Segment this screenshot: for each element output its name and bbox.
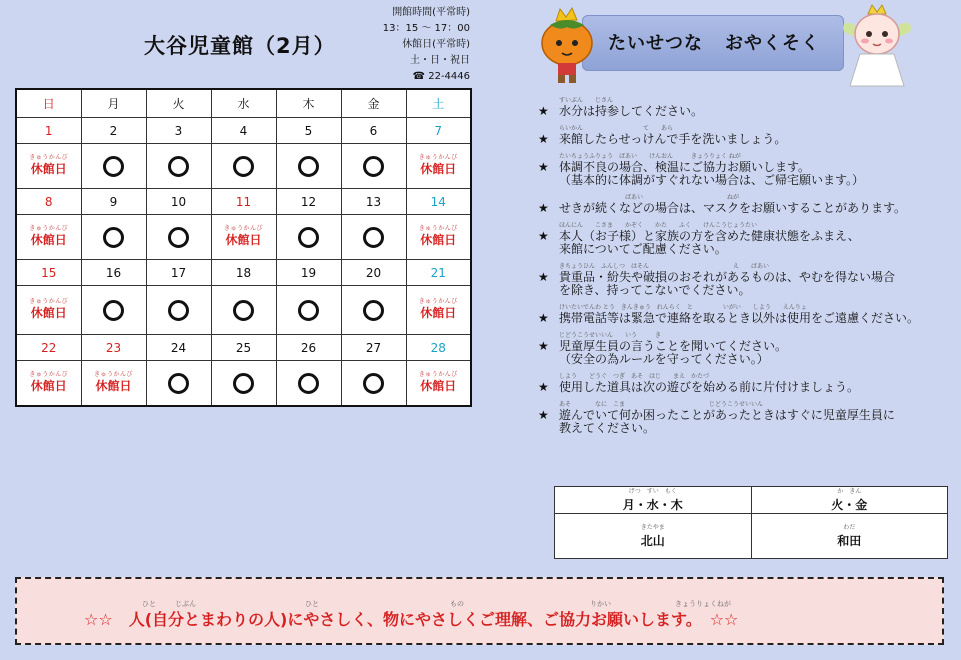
star-icon: ★: [538, 408, 549, 422]
rule-item: [538, 193, 948, 215]
status-cell: [81, 215, 146, 260]
hours-label: 開館時間(平常時): [392, 7, 470, 18]
status-cell: [211, 361, 276, 407]
date-row: [16, 260, 471, 286]
closed-day-label: [419, 226, 458, 246]
opening-info: [368, 5, 470, 69]
circle-open-icon: [233, 156, 254, 177]
status-cell: [16, 361, 81, 407]
circle-open-icon: [103, 300, 124, 321]
status-cell: [341, 144, 406, 189]
circle-open-icon: [233, 300, 254, 321]
rule-item: [538, 221, 948, 256]
ruby-text: きゅうかんび: [418, 154, 458, 161]
status-cell: [81, 286, 146, 335]
date-cell: 15: [16, 260, 81, 286]
status-cell: [406, 286, 471, 335]
closed-day-text: 休館日: [225, 233, 262, 247]
ruby-text: しよう どうぐ つぎ あそ はじ まえ かたづ: [559, 373, 710, 380]
circle-open-icon: [168, 156, 189, 177]
phone-number: ☎ 22-4446: [412, 71, 470, 82]
date-row: [16, 118, 471, 144]
ruby-text: らいかん て あら: [559, 125, 674, 132]
staff-days-1-text: 月・水・木: [622, 498, 683, 512]
ruby-text: きゅうかんび: [29, 298, 69, 305]
rule-item: [538, 152, 948, 187]
ruby-text: わだ: [843, 524, 856, 531]
rule-text: 教えてください。: [559, 421, 656, 435]
status-cell: [211, 215, 276, 260]
star-icon: ★: [538, 201, 549, 215]
date-cell: 23: [81, 335, 146, 361]
closed-day-text: 休館日: [420, 306, 457, 320]
date-cell: 13: [341, 189, 406, 215]
rule-item: [538, 400, 948, 435]
princess-mascot-icon: [838, 2, 916, 88]
staff-names-row: [555, 514, 948, 559]
staff-name-2: [751, 514, 948, 559]
status-cell: [276, 144, 341, 189]
star-icon: ★: [538, 311, 549, 325]
rule-text: （基本的に体調がすぐれない場合は、ご帰宅願います。）: [559, 173, 865, 187]
rule-item: [538, 262, 948, 297]
rule-text: 水分は持参してください。: [559, 104, 704, 118]
status-row: [16, 144, 471, 189]
ruby-text: じぶん: [175, 600, 196, 608]
rule-text: 使用した道具は次の遊びを始める前に片付けましょう。: [559, 380, 860, 394]
star-icon: ★: [538, 339, 549, 353]
staff-days-2-text: 火・金: [831, 498, 868, 512]
ruby-text: ひと: [305, 600, 319, 608]
date-cell: 17: [146, 260, 211, 286]
date-cell: 12: [276, 189, 341, 215]
date-row: [16, 335, 471, 361]
date-cell: 8: [16, 189, 81, 215]
ruby-text: たいちょうふりょう ばあい けんおん きょうりょく ねが: [559, 153, 741, 160]
status-cell: [146, 286, 211, 335]
circle-open-icon: [298, 373, 319, 394]
staff-name-2-text: 和田: [837, 534, 862, 548]
status-cell: [406, 144, 471, 189]
status-cell: [341, 286, 406, 335]
date-cell: 1: [16, 118, 81, 144]
closed-day-text: 休館日: [30, 162, 67, 176]
rule-text: 本人（お子様）と家族の方を含めた健康状態をふまえ、: [559, 229, 860, 243]
closed-day-text: 休館日: [420, 233, 457, 247]
status-cell: [211, 144, 276, 189]
date-cell: 7: [406, 118, 471, 144]
closed-day-label: [29, 155, 68, 175]
date-cell: 18: [211, 260, 276, 286]
ruby-text: あそ なに こま じどうこうせいいん: [559, 401, 764, 408]
circle-open-icon: [363, 156, 384, 177]
rule-text: 貴重品・紛失や破損のおそれがあるものは、やむを得ない場合: [559, 270, 896, 284]
weekday-mon: 月: [81, 89, 146, 118]
ruby-text: きゅうかんび: [223, 225, 263, 232]
ruby-text: きゅうかんび: [29, 371, 69, 378]
date-cell: 25: [211, 335, 276, 361]
circle-open-icon: [103, 227, 124, 248]
ruby-text: きゅうかんび: [418, 371, 458, 378]
banner-text-left: たいせつな: [608, 33, 703, 54]
date-cell: 9: [81, 189, 146, 215]
date-cell: 21: [406, 260, 471, 286]
closed-day-label: [419, 155, 458, 175]
circle-open-icon: [363, 373, 384, 394]
circle-open-icon: [168, 227, 189, 248]
status-cell: [406, 361, 471, 407]
staff-name-1: [555, 514, 752, 559]
rule-text: 児童厚生員の言うことを聞いてください。: [559, 339, 788, 353]
date-cell: 26: [276, 335, 341, 361]
closed-day-label: [94, 372, 133, 392]
ruby-text: きゅうかんび: [418, 225, 458, 232]
ruby-text: きちょうひん ふんしつ はそん え ばあい: [559, 263, 770, 270]
status-cell: [16, 144, 81, 189]
star-icon: ★: [538, 104, 549, 118]
circle-open-icon: [298, 300, 319, 321]
date-cell: 11: [211, 189, 276, 215]
star-icon: ★: [538, 380, 549, 394]
date-cell: 28: [406, 335, 471, 361]
weekday-wed: 水: [211, 89, 276, 118]
closed-day-label: [419, 372, 458, 392]
date-cell: 2: [81, 118, 146, 144]
date-cell: 10: [146, 189, 211, 215]
circle-open-icon: [298, 156, 319, 177]
status-cell: [406, 215, 471, 260]
status-row: [16, 215, 471, 260]
closed-day-label: [29, 226, 68, 246]
closed-day-label: [29, 299, 68, 319]
closed-day-text: 休館日: [95, 379, 132, 393]
star-icon: ★: [538, 132, 549, 146]
weekday-tue: 火: [146, 89, 211, 118]
date-row: [16, 189, 471, 215]
circle-open-icon: [168, 300, 189, 321]
status-row: [16, 361, 471, 407]
ruby-text: じどうこうせいいん いう き: [559, 332, 662, 339]
staff-schedule-table: [554, 486, 948, 559]
staff-name-1-text: 北山: [640, 534, 665, 548]
ruby-text: ほんにん こさま かぞく かた ふく けんこうじょうたい: [559, 222, 758, 229]
status-cell: [341, 215, 406, 260]
ruby-text: りかい: [590, 600, 611, 608]
ruby-text: すいぶん じさん: [559, 97, 614, 104]
rule-text: 遊んでいて何か困ったことがあったときはすぐに児童厚生員に: [559, 408, 895, 422]
weekday-sat: 土: [406, 89, 471, 118]
status-row: [16, 286, 471, 335]
closed-day-text: 休館日: [30, 233, 67, 247]
closed-day-label: [29, 372, 68, 392]
closed-day-text: 休館日: [30, 306, 67, 320]
ruby-text: か きん: [837, 488, 862, 495]
weekday-header-row: [16, 89, 471, 118]
status-cell: [16, 215, 81, 260]
rule-text: を除き、持ってこないでください。: [559, 283, 751, 297]
date-cell: 6: [341, 118, 406, 144]
circle-open-icon: [103, 156, 124, 177]
footer-message: ☆☆ 人(自分とまわりの人)にやさしく、物にやさしくご理解、ご協力お願いします。 ☆☆: [84, 610, 739, 629]
persimmon-mascot-icon: [536, 3, 598, 85]
date-cell: 22: [16, 335, 81, 361]
status-cell: [81, 361, 146, 407]
rules-list: [538, 96, 948, 441]
closed-value: 土・日・祝日: [410, 55, 470, 66]
closed-day-text: 休館日: [420, 162, 457, 176]
date-cell: 27: [341, 335, 406, 361]
ruby-text: げつ すい もく: [628, 488, 677, 495]
weekday-thu: 木: [276, 89, 341, 118]
date-cell: 16: [81, 260, 146, 286]
date-cell: 20: [341, 260, 406, 286]
status-cell: [341, 361, 406, 407]
date-cell: 3: [146, 118, 211, 144]
ruby-text: きゅうかんび: [29, 225, 69, 232]
ruby-text: けいたいでんわ とう きんきゅう れんらく と いがい しよう えんりょ: [559, 304, 807, 311]
ruby-text: きゅうかんび: [29, 154, 69, 161]
date-cell: 4: [211, 118, 276, 144]
circle-open-icon: [363, 227, 384, 248]
date-cell: 19: [276, 260, 341, 286]
rule-text: 体調不良の場合、検温にご協力お願いします。: [559, 160, 811, 174]
status-cell: [276, 361, 341, 407]
closed-day-label: [419, 299, 458, 319]
circle-open-icon: [298, 227, 319, 248]
rule-item: [538, 331, 948, 366]
status-cell: [146, 215, 211, 260]
date-cell: 24: [146, 335, 211, 361]
status-cell: [81, 144, 146, 189]
rule-item: [538, 372, 948, 394]
ruby-text: もの: [450, 600, 464, 608]
date-cell: 14: [406, 189, 471, 215]
rule-item: [538, 96, 948, 118]
status-cell: [276, 215, 341, 260]
date-cell: 5: [276, 118, 341, 144]
hours-value: 13：15 ～ 17：00: [382, 23, 470, 34]
status-cell: [211, 286, 276, 335]
closed-day-label: [224, 226, 263, 246]
rules-banner-title: [608, 29, 820, 55]
ruby-text: きょうりょく: [675, 600, 717, 608]
closed-label: 休館日(平常時): [402, 39, 470, 50]
ruby-text: ばあい ねが: [559, 194, 740, 201]
rule-text: せきが続くなどの場合は、マスクをお願いすることがあります。: [559, 201, 907, 215]
rule-text: （安全の為ルールを守ってください。）: [559, 352, 769, 366]
closed-day-text: 休館日: [30, 379, 67, 393]
banner-text-right: おやくそく: [725, 33, 820, 54]
ruby-text: きゅうかんび: [93, 371, 133, 378]
page-title: 大谷児童館（2月）: [144, 34, 336, 58]
staff-days-2: [751, 487, 948, 514]
ruby-text: きたやま: [640, 524, 665, 531]
circle-open-icon: [168, 373, 189, 394]
star-icon: ★: [538, 160, 549, 174]
rule-text: 来館したらせっけんで手を洗いましょう。: [559, 132, 787, 146]
weekday-fri: 金: [341, 89, 406, 118]
staff-days-1: [555, 487, 752, 514]
star-icon: ★: [538, 229, 549, 243]
ruby-text: きゅうかんび: [418, 298, 458, 305]
ruby-text: ひと: [142, 600, 156, 608]
rule-item: [538, 124, 948, 146]
star-icon: ★: [538, 270, 549, 284]
calendar-table: [15, 88, 472, 407]
status-cell: [146, 361, 211, 407]
circle-open-icon: [233, 373, 254, 394]
status-cell: [16, 286, 81, 335]
staff-days-row: [555, 487, 948, 514]
closed-day-text: 休館日: [420, 379, 457, 393]
circle-open-icon: [363, 300, 384, 321]
status-cell: [276, 286, 341, 335]
weekday-sun: 日: [16, 89, 81, 118]
rule-item: [538, 303, 948, 325]
rule-text: 携帯電話等は緊急で連絡を取るとき以外は使用をご遠慮ください。: [559, 311, 920, 325]
ruby-text: ねが: [717, 600, 731, 608]
status-cell: [146, 144, 211, 189]
rule-text: 来館についてご配慮ください。: [559, 242, 727, 256]
